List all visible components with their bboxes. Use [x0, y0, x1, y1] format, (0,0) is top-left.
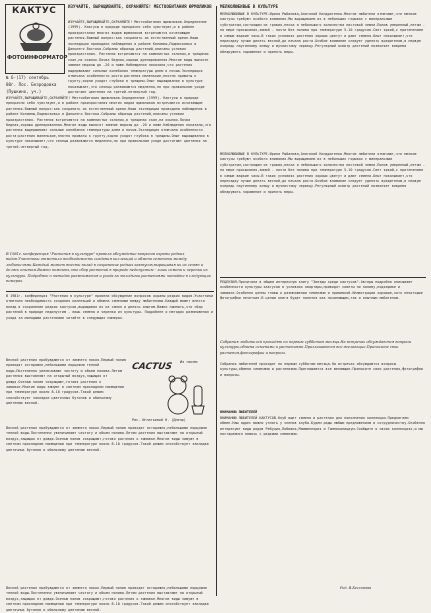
col1-heading: ИЗУЧАЙТЕ, ВЫРАЩИВАЙТЕ, ОХРАНЯЙТЕ! МЕСТООБИТАНИЯ ЮРМОЛИКОВ — [68, 4, 212, 9]
issue-line3: (Пушкино, уч.) — [6, 89, 42, 94]
inset-sublabel: Из писем — [180, 360, 198, 364]
column-divider — [216, 6, 217, 596]
col2-heading: МЕЛКОЛЮБИВЫЕ В КУЛЬТУРЕ — [220, 4, 278, 9]
cactus-logo-icon — [14, 17, 58, 53]
col2c-signature: Ред. В.Бессонова — [340, 586, 372, 590]
issue-line2: 80г. Пос. Безродовка — [6, 82, 57, 87]
inset-logo: CACTUS — [131, 362, 173, 372]
section-rule-right — [220, 277, 426, 278]
col2-article-continued: МЕЛКОЛЮБИВЫЕ В КУЛЬТУРЕ.Ирина Рыбалова,Анатолий Кондратенко.Многие любители отмечают,что мелкие кактусы требуют особого внимания.Мы выращиваем их в небольших горшках с минеральным субстратом,состоящим из гравия,песка и небольшого количества листовой земли.Полив умеренный,летом - по мере просыхания,зимой - почти без полива при температуре 5-10 градусов.Свет яркий,с притенением в самые жаркие часы.В таких условиях растения хорошо цветут и дают семена.Опыт показывает,что пересадку лучше делать весной,до начала роста.Особое внимание следует уделять вредителям,в первую очередь паутинному клещу и мучнистому червецу.Регулярный осмотр растений позволяет вовремя обнаружить заражение и принять меры. — [220, 152, 427, 194]
col1-article-continued: ИЗУЧАЙТЕ,ВЫРАЩИВАЙТЕ,ОХРАНЯЙТЕ! Местообитания юрмоликов.Определение (1999). Кактусы в природе прекрасно себя чувствуют,и в районе произрастания многих видов юрмоликов встречаются исчезающие растения.Важный вопрос:как сохранить их естественный ареал.Наши экспедиции проводили наблюдения в районе Коломны,Подмосковья и Дальнего Востока.Собраны образцы растений,описаны условия произрастания. Растения встречаются на каменистых склонах,в трещинах скал,на осыпях.Почва бедная,хорошо дренированная.Многие виды выносят зимние морозы до -20 и ниже.Наблюдения показали,что растения выдерживают сильные колебания температуры днем и ночью.Экспедиция отмечала особенности роста:растения маленькие,плотно прижаты к грунту,корни уходят глубоко в трещины.Опыт выращивания в культуре показывает,что сеянцы развиваются медленно,но при правильном уходе достигают цветения на третий-четвертый год. — [6, 96, 213, 149]
col1c-article-end: Весной растения пробуждаются от зимнего покоя.Первый полив проводят осторожно,небольшими порциями теплой воды.Постепенно увеличивают частоту и объем полива.Летом растения выставляют на открытый воздух,защищая от дождя.Осенью полив сокращают,готовя растения к зимовке.Многие виды зимуют в светлом прохладном помещении при температуре около 8-10 градусов.Такой режим способствует закладке цветочных бутонов и обильному цветению весной. — [6, 586, 211, 612]
issue-line1: № 6-(17) сентябрь — [6, 75, 49, 80]
inset-illustration — [130, 360, 214, 416]
col2c-heading: ВНИМАНИЮ ЛЮБИТЕЛЕЙ — [220, 410, 258, 414]
col1b-handwritten-note: В 1981г. конференция "Растения в культуре" провела обсуждение вопросов охраны редких видов.Участники отметили необходимость создания коллекций и обмена семенами между любителями.Каждый может внести вклад в сохранение редких кактусов,выращивая их из семян и делясь опытом.Важно помнить,что сбор растений в природе недопустим - лишь семена и черенки из культуры. Подробнее о методах размножения и ухода за молодыми растениями читайте в следующих номерах. — [6, 252, 213, 284]
col2-article: МЕЛКОЛЮБИВЫЕ В КУЛЬТУРЕ.Ирина Рыбалова,Анатолий Кондратенко.Многие любители отмечают,что мелкие кактусы требуют особого внимания.Мы выращиваем их в небольших горшках с минеральным субстратом,состоящим из гравия,песка и небольшого количества листовой земли.Полив умеренный,летом - по мере просыхания,зимой - почти без полива при температуре 5-10 градусов.Свет яркий,с притенением в самые жаркие часы.В таких условиях растения хорошо цветут и дают семена.Опыт показывает,что пересадку лучше делать весной,до начала роста.Особое внимание следует уделять вредителям,в первую очередь паутинному клещу и мучнистому червецу.Регулярный осмотр растений позволяет вовремя обнаружить заражение и принять меры. — [220, 12, 427, 54]
section-rule-left — [6, 291, 214, 292]
masthead-subtitle: ФОТОИНФОРМАТОР — [7, 55, 68, 61]
col1c-caption: Рис. Игнатьевой Н. (Днепр) — [132, 418, 186, 422]
col2b-club-notice: Собрания любителей проходят по первым субботам месяца.На встречах обсуждаются вопросы культуры,обмена семенами и растениями.Приглашаются все желающие.Приносите свои растения,фотографии и вопросы. — [220, 362, 425, 377]
masthead-logo-text: КАКТУС — [12, 6, 57, 16]
bear-cactus-icon — [156, 372, 212, 416]
col2b-review: РЕЦЕНЗИЯ.Прочитала в общем интересную книгу "Звезды среди кактусов".Авторы подробно описывают особенности культуры кактусов в условиях квартиры,приводят советы по поливу,подкормке и зимовке.Особенно ценны главы о размножении семенами и прививкой.Иллюстрации хорошие,хотя некоторые фотографии нечеткие.В целом книга будет полезна как начинающим,так и опытным любителям. — [220, 280, 425, 301]
masthead-box — [5, 4, 68, 74]
col2c-article: ВНИМАНИЮ ЛЮБИТЕЛЕЙ КАКТУСОВ.Клуб ищет семена и растения для пополнения коллекции.Предлагаем обмен.Наш адрес можно узнать у членов клуба.Будем рады любым предложениям и сотрудничеству.Особенно интересуют виды родов Ребуция,Лобивия,Маммиллярия и Гимнокалициум.Сообщите о своих коллекциях,и мы постараемся помочь с редкими семенами. — [220, 416, 427, 437]
col1c-article-continued: Весной растения пробуждаются от зимнего покоя.Первый полив проводят осторожно,небольшими порциями теплой воды.Постепенно увеличивают частоту и объем полива.Летом растения выставляют на открытый воздух,защищая от дождя.Осенью полив сокращают,готовя растения к зимовке.Многие виды зимуют в светлом прохладном помещении при температуре около 8-10 градусов.Такой режим способствует закладке цветочных бутонов и обильному цветению весной. — [6, 426, 211, 452]
col1b-article: В 1981г. конференция "Растения в культуре" провела обсуждение вопросов охраны редких видов.Участники отметили необходимость создания коллекций и обмена семенами между любителями.Каждый может внести вклад в сохранение редких кактусов,выращивая их из семян и делясь опытом.Важно помнить,что сбор растений в природе недопустим - лишь семена и черенки из культуры. Подробнее о методах размножения и ухода за молодыми растениями читайте в следующих номерах. — [6, 294, 216, 320]
col2b-handwritten-line: Собрания любителей проходят по первым субботам месяца.На встречах обсуждаются вопросы культуры,обмена семенами и растениями.Приглашаются все желающие.Приносите свои растения,фотографии и вопросы. — [220, 340, 413, 355]
col1c-article: Весной растения пробуждаются от зимнего покоя.Первый полив проводят осторожно,небольшими порциями теплой воды.Постепенно увеличивают частоту и объем полива.Летом растения выставляют на открытый воздух,защищая от дождя.Осенью полив сокращают,готовя растения к зимовке.Многие виды зимуют в светлом прохладном помещении при температуре около 8-10 градусов.Такой режим способствует закладке цветочных бутонов и обильному цветению весной. — [6, 358, 129, 406]
col1-article: ИЗУЧАЙТЕ,ВЫРАЩИВАЙТЕ,ОХРАНЯЙТЕ! Местообитания юрмоликов.Определение (1999). Кактусы в природе прекрасно себя чувствуют,и в районе произрастания многих видов юрмоликов встречаются исчезающие растения.Важный вопрос:как сохранить их естественный ареал.Наши экспедиции проводили наблюдения в районе Коломны,Подмосковья и Дальнего Востока.Собраны образцы растений,описаны условия произрастания. Растения встречаются на каменистых склонах,в трещинах скал,на осыпях.Почва бедная,хорошо дренированная.Многие виды выносят зимние морозы до -20 и ниже.Наблюдения показали,что растения выдерживают сильные колебания температуры днем и ночью.Экспедиция отмечала особенности роста:растения маленькие,плотно прижаты к грунту,корни уходят глубоко в трещины.Опыт выращивания в культуре показывает,что сеянцы развиваются медленно,но при правильном уходе достигают цветения на третий-четвертый год. — [68, 20, 211, 95]
